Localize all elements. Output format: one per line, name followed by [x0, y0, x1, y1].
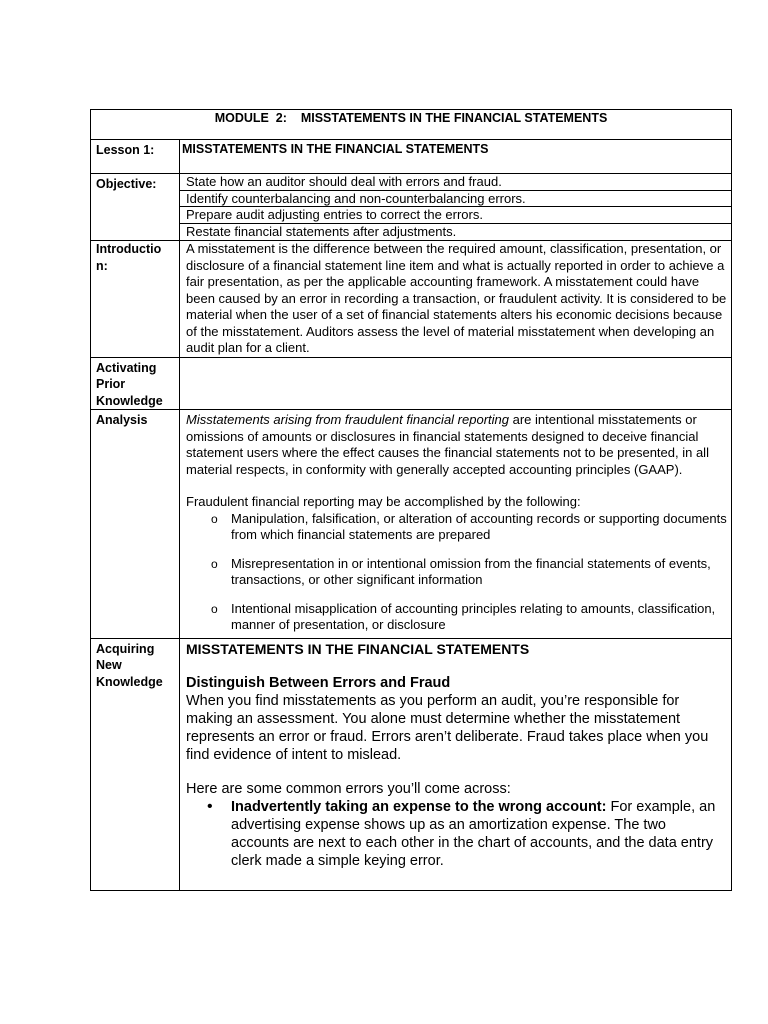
module-title: MODULE 2: MISSTATEMENTS IN THE FINANCIAL STATEMENTS [214, 111, 608, 125]
objective-item: State how an auditor should deal with errors and fraud. [180, 174, 731, 191]
analysis-row [91, 410, 732, 639]
circle-bullet-icon: o [211, 601, 218, 616]
acquiring-title: MISSTATEMENTS IN THE FINANCIAL STATEMENTS [186, 640, 530, 657]
list-item-text: Intentional misapplication of accounting principles relating to amounts, classification, manner of presentation, or disclosure [231, 600, 716, 632]
list-item [186, 798, 727, 870]
list-item [186, 556, 727, 589]
acquiring-paragraph: When you find misstatements as you perform an audit, you’re responsible for making an assessment. You alone must determine whether the misstatement represents an error or fraud. Errors aren’t deliberate. Fraud takes place when you find evidence of intent to mislead. [186, 692, 709, 763]
objective-item: Restate financial statements after adjustments. [186, 223, 457, 239]
list-item [186, 601, 727, 634]
introduction-row [91, 241, 732, 358]
spacer [186, 478, 727, 494]
objective-item: Identify counterbalancing and non-counterbalancing errors. [180, 191, 731, 208]
objective-list [180, 174, 732, 241]
bullet-icon: • [207, 797, 213, 815]
activating-label [91, 357, 180, 410]
activating-content [180, 357, 732, 410]
introduction-text: A misstatement is the difference between the required amount, classification, presentation, or disclosure of a financial statement line item and what is actually reported in order to achieve a fair presentation, as per the applicable accounting framework. A misstatement could have been caused by an error in recording a transaction, or fraudulent activity. It is considered to be material when the user of a set of financial statements alters his economic decisions because of the misstatement. Auditors assess the level of material misstatement when developing an audit plan for a client. [180, 241, 732, 358]
lesson-label: Lesson 1: [91, 140, 180, 174]
analysis-italic-lead: Misstatements arising from fraudulent financial reporting [186, 412, 509, 427]
lesson-title: MISSTATEMENTS IN THE FINANCIAL STATEMENTS [180, 140, 732, 174]
analysis-list [186, 511, 727, 634]
introduction-label-text: Introductio n: [96, 242, 162, 273]
lesson-row [91, 140, 732, 174]
circle-bullet-icon: o [211, 556, 218, 571]
acquiring-label-text: Acquiring New Knowledge [96, 641, 163, 689]
acquiring-content [180, 638, 732, 890]
list-item-text: For example, an advertising expense shows up as an amortization expense. The two accounts are next to each other in the chart of accounts, and the data entry clerk made a simple keying error. [231, 798, 716, 869]
activating-label-text: Activating Prior Knowledge [96, 360, 163, 408]
acquiring-row [91, 638, 732, 890]
module-header-row [91, 110, 732, 140]
acquiring-list [186, 798, 727, 870]
objective-item: Prepare audit adjusting entries to correct the errors. [180, 207, 731, 224]
acquiring-list-intro: Here are some common errors you’ll come across: [186, 780, 511, 797]
objective-row [91, 174, 732, 241]
activating-row [91, 357, 732, 410]
list-item-text: Misrepresentation in or intentional omission from the financial statements of events, transactions, or other significant information [231, 555, 711, 587]
list-item-bold: Inadvertently taking an expense to the wrong account: [231, 798, 607, 815]
module-table [90, 109, 732, 891]
introduction-label [91, 241, 180, 358]
document-page [90, 109, 732, 891]
objective-label: Objective: [91, 174, 180, 241]
analysis-list-intro: Fraudulent financial reporting may be accomplished by the following: [186, 494, 581, 509]
spacer [186, 764, 727, 780]
circle-bullet-icon: o [211, 511, 218, 526]
list-item-text: Manipulation, falsification, or alteration of accounting records or supporting documents from which financial statements are prepared [231, 510, 727, 542]
analysis-label: Analysis [91, 410, 180, 639]
acquiring-subtitle: Distinguish Between Errors and Fraud [186, 674, 451, 691]
analysis-lead-rest: are intentional misstatements or omissions of amounts or disclosures in financial statements designed to deceive financial statement users where the effect causes the financial statements not to be presented, in all material respects, in conformity with generally accepted accounting principles (GAAP). [186, 412, 709, 477]
module-title-cell [91, 110, 732, 140]
analysis-paragraph [186, 412, 727, 478]
analysis-content [180, 410, 732, 639]
list-item [186, 511, 727, 544]
acquiring-label [91, 638, 180, 890]
